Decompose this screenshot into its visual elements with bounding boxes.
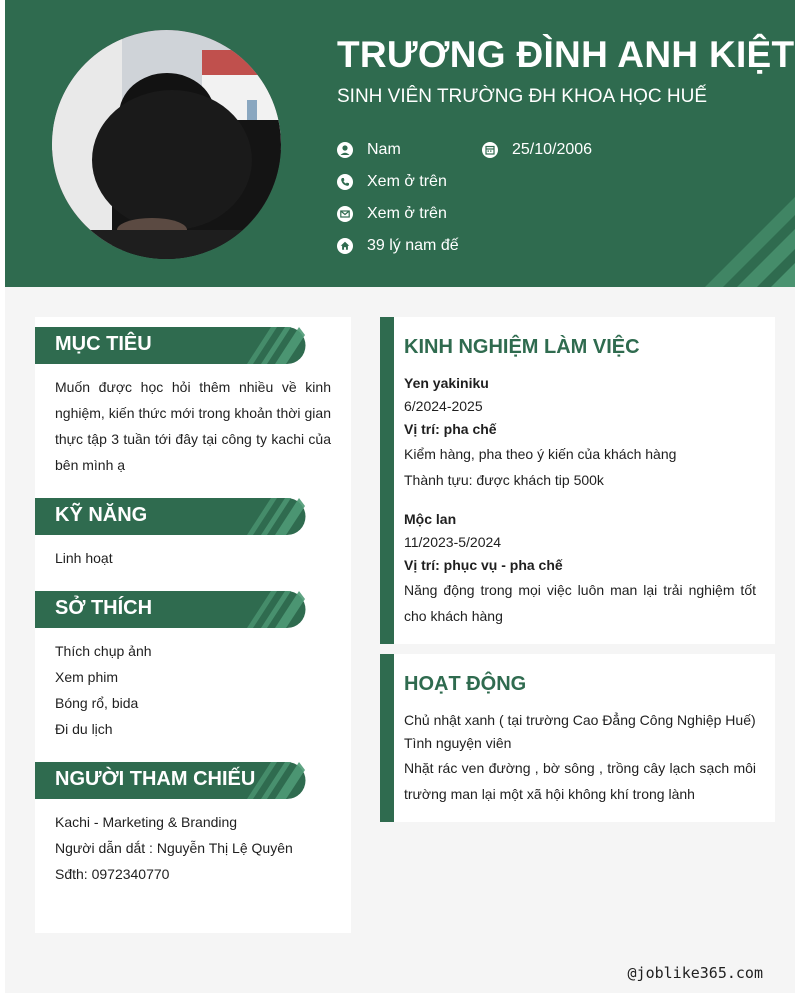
mail-icon xyxy=(337,206,353,222)
birthdate-value: 25/10/2006 xyxy=(512,141,593,158)
info-email xyxy=(337,205,447,223)
section-references-title: NGƯỜI THAM CHIẾU xyxy=(55,768,256,790)
hobby-item: Bóng rổ, bida xyxy=(55,695,139,711)
gender-value: Nam xyxy=(367,141,401,158)
hobby-item: Xem phim xyxy=(55,669,119,685)
experience-card xyxy=(380,317,775,644)
avatar xyxy=(52,30,281,259)
activity-line: Nhặt rác ven đường , bờ sông , trồng cây lạch sạch môi trường man lại một xã hội không khí trong lành xyxy=(404,760,756,802)
skill-item: Linh hoạt xyxy=(55,550,113,566)
job-period: 11/2023-5/2024 xyxy=(404,534,502,550)
job-company: Mộc lan xyxy=(404,511,457,527)
reference-item: Người dẫn dắt : Nguyễn Thị Lệ Quyên xyxy=(55,840,293,856)
activities-card xyxy=(380,654,775,822)
job-description: Năng động trong mọi việc luôn man lại trải nghiệm tốt cho khách hàng xyxy=(404,582,756,624)
candidate-subtitle: SINH VIÊN TRƯỜNG ĐH KHOA HỌC HUẾ xyxy=(337,86,707,107)
phone-icon xyxy=(337,174,353,190)
address-value: 39 lý nam đế xyxy=(367,237,459,254)
header-stripes-decoration xyxy=(635,127,795,287)
section-skills-header xyxy=(35,498,306,535)
email-value: Xem ở trên xyxy=(367,205,447,222)
job-description: Kiểm hàng, pha theo ý kiến của khách hàng xyxy=(404,446,677,462)
activity-line: Chủ nhật xanh ( tại trường Cao Đẳng Công Nghiệp Huế) xyxy=(404,712,756,728)
section-references-header xyxy=(35,762,306,799)
objective-text: Muốn được học hỏi thêm nhiều về kinh nghiệm, kiến thức mới trong khoản thời gian thực tập 3 tuần tới đây tại công ty kachi của bên mình ạ xyxy=(55,379,331,473)
section-hobbies-header xyxy=(35,591,306,628)
section-skills-title: KỸ NĂNG xyxy=(55,504,148,526)
section-hobbies-title: SỞ THÍCH xyxy=(55,597,153,619)
card-accent-bar xyxy=(380,654,394,822)
watermark: @joblike365.com xyxy=(627,964,763,982)
section-activities-title: HOẠT ĐỘNG xyxy=(404,673,527,695)
section-experience-title: KINH NGHIỆM LÀM VIỆC xyxy=(404,336,640,358)
hobby-item: Đi du lịch xyxy=(55,721,113,737)
section-objective-header xyxy=(35,327,306,364)
job-period: 6/2024-2025 xyxy=(404,398,483,414)
calendar-icon xyxy=(482,142,498,158)
cv-page xyxy=(5,0,795,993)
reference-item: Sđth: 0972340770 xyxy=(55,866,170,882)
hobby-item: Thích chụp ảnh xyxy=(55,643,152,659)
activity-line: Tình nguyện viên xyxy=(404,735,512,751)
info-address xyxy=(337,237,459,255)
job-company: Yen yakiniku xyxy=(404,375,489,391)
card-accent-bar xyxy=(380,317,394,644)
job-description: Thành tựu: được khách tip 500k xyxy=(404,472,604,488)
user-circle-icon xyxy=(337,142,353,158)
job-position: Vị trí: pha chế xyxy=(404,421,497,437)
phone-value: Xem ở trên xyxy=(367,173,447,190)
info-gender xyxy=(337,141,401,159)
home-icon xyxy=(337,238,353,254)
candidate-name: TRƯƠNG ĐÌNH ANH KIỆT xyxy=(337,34,795,75)
info-birthdate xyxy=(482,141,592,159)
left-column xyxy=(35,317,351,933)
cv-header xyxy=(5,0,795,287)
section-objective-title: MỤC TIÊU xyxy=(55,333,152,355)
job-position: Vị trí: phục vụ - pha chế xyxy=(404,557,563,573)
reference-item: Kachi - Marketing & Branding xyxy=(55,814,238,830)
info-phone xyxy=(337,173,447,191)
